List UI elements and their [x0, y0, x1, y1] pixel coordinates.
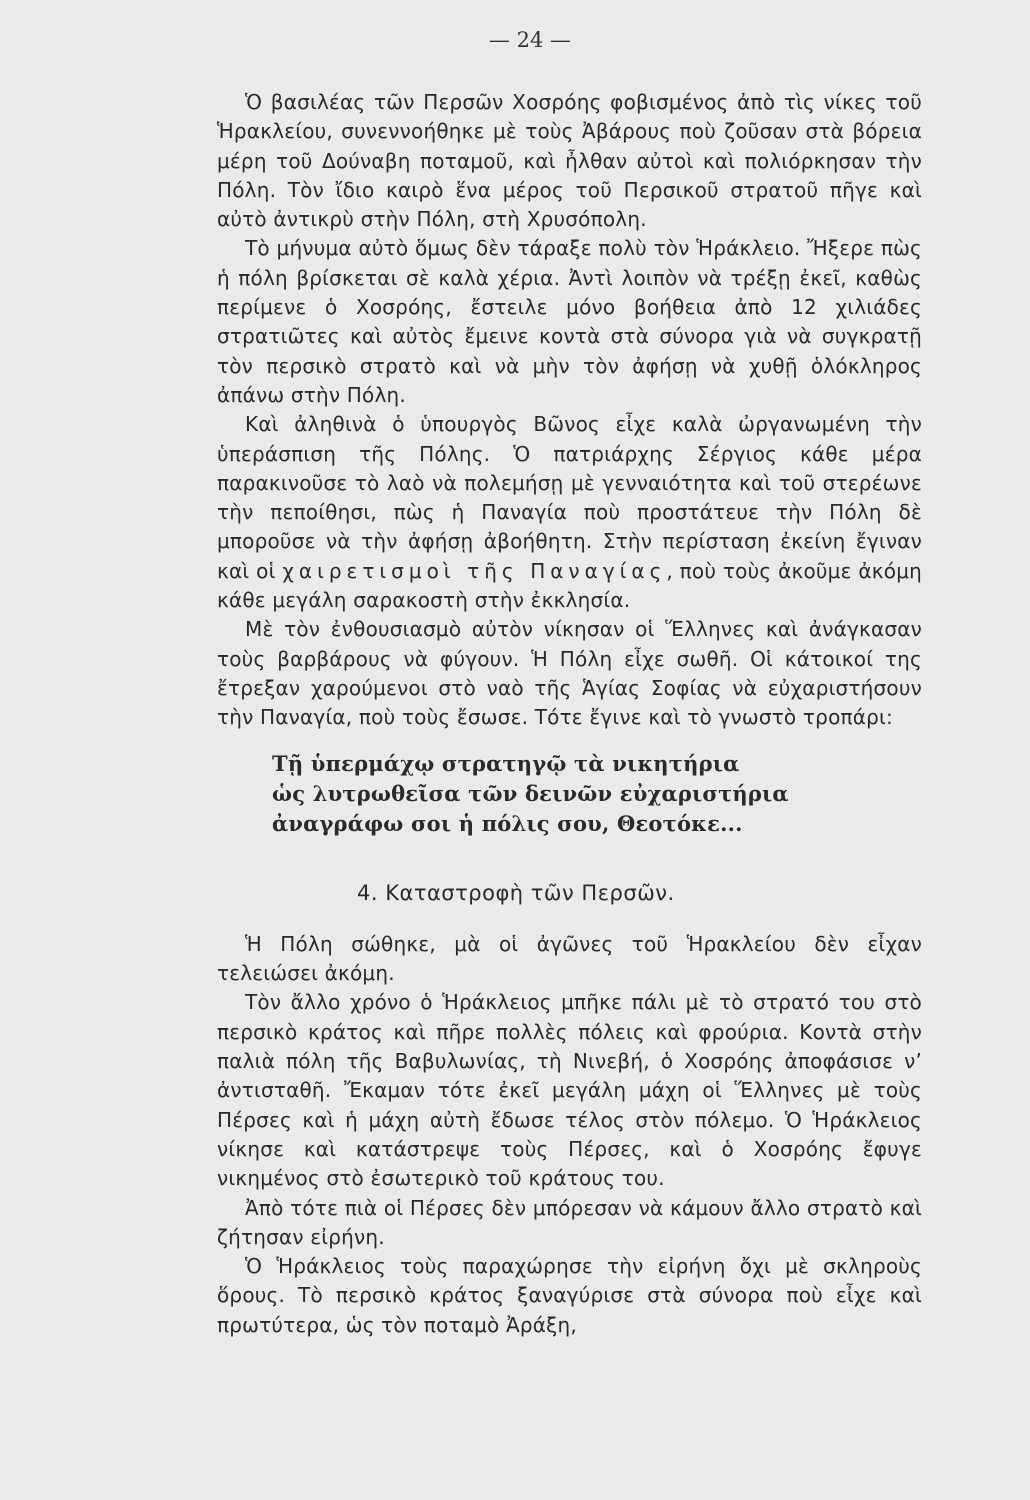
paragraph: Μὲ τὸν ἐνθουσιασμὸ αὐτὸν νίκησαν οἱ Ἕλληνες καὶ ἀνάγκασαν τοὺς βαρβάρους νὰ φύγουν. Ἡ Πόλη εἶχε σωθῆ. Οἱ κάτοικοί της ἔτρεξαν χαρούμενοι στὸ ναὸ τῆς Ἁγίας Σοφίας νὰ εὐχαριστήσουν τὴν Παναγία, ποὺ τοὺς ἔσωσε. Τότε ἔγινε καὶ τὸ γνωστὸ τροπάρι:: [217, 617, 922, 730]
paragraph: [217, 410, 922, 615]
paragraph-text: Καὶ ἀληθινὰ ὁ ὑπουργὸς Βῶνος εἶχε καλὰ ὠργανωμένη τὴν ὑπεράσπιση τῆς Πόλης. Ὁ πατριάρχης Σέργιος κάθε μέρα παρακινοῦσε τὸ λαὸ νὰ πολεμήσῃ μὲ γενναιότητα καὶ τοῦ στερέωνε τὴν πεποίθησι, πὼς ἡ Παναγία ποὺ προστάτευε τὴν Πόλη δὲ μποροῦσε νὰ τὴν ἀφήσῃ ἀβοήθητη. Στὴν περίσταση ἐκείνη ἔγιναν καὶ οἱ: [217, 412, 922, 583]
hymn-line: Τῇ ὑπερμάχῳ στρατηγῷ τὰ νικητήρια: [272, 750, 740, 776]
paragraph: Τὸ μήνυμα αὐτὸ ὅμως δὲν τάραξε πολὺ τὸν Ἡράκλειο. Ἤξερε πὼς ἡ πόλη βρίσκεται σὲ καλὰ χέρια. Ἀντὶ λοιπὸν νὰ τρέξῃ ἐκεῖ, καθὼς περίμενε ὁ Χοσρόης, ἔστειλε μόνο βοήθεια ἀπὸ 12 χιλιάδες στρατιῶτες καὶ αὐτὸς ἔμεινε κοντὰ στὰ σύνορα γιὰ νὰ συγκρατῇ τὸν περσικὸ στρατὸ καὶ νὰ μὴν τὸν ἀφήσῃ νὰ χυθῇ ὁλόκληρος ἀπάνω στὴν Πόλη.: [217, 236, 922, 407]
paragraph: Ἀπὸ τότε πιὰ οἱ Πέρσες δὲν μπόρεσαν νὰ κάμουν ἄλλο στρατὸ καὶ ζήτησαν εἰρήνη.: [217, 1195, 922, 1249]
section-title: 4. Καταστροφὴ τῶν Περσῶν.: [357, 880, 675, 905]
spaced-emphasis: χαιρετισμοὶ τῆς Παναγίας: [282, 558, 667, 583]
paragraph: Ὁ Ἡράκλειος τοὺς παραχώρησε τὴν εἰρήνη ὄχι μὲ σκληροὺς ὅρους. Τὸ περσικὸ κράτος ξαναγύρισε στὰ σύνορα ποὺ εἶχε καὶ πρωτύτερα, ὡς τὸν ποταμὸ Ἀράξη,: [217, 1254, 922, 1337]
hymn-line: ἀναγράφω σοι ἡ πόλις σου, Θεοτόκε...: [272, 810, 743, 836]
paragraph: Τὸν ἄλλο χρόνο ὁ Ἡράκλειος μπῆκε πάλι μὲ τὸ στρατό του στὸ περσικὸ κράτος καὶ πῆρε πολλὲς πόλεις καὶ φρούρια. Κοντὰ στὴν παλιὰ πόλη τῆς Βαβυλωνίας, τὴ Νινεβή, ὁ Χοσρόης ἀποφάσισε ν’ ἀντισταθῆ. Ἔκαμαν τότε ἐκεῖ μεγάλη μάχη οἱ Ἕλληνες μὲ τοὺς Πέρσες καὶ ἡ μάχη αὐτὴ ἔδωσε τέλος στὸν πόλεμο. Ὁ Ἡράκλειος νίκησε καὶ κατάστρεψε τοὺς Πέρσες, καὶ ὁ Χοσρόης ἔφυγε νικημένος στὸ ἐσωτερικὸ τοῦ κράτους του.: [217, 990, 922, 1191]
body-text: [217, 88, 922, 1340]
paragraph: Ὁ βασιλέας τῶν Περσῶν Χοσρόης φοβισμένος ἀπὸ τὶς νίκες τοῦ Ἡρακλείου, συνεννοήθηκε μὲ τοὺς Ἀβάρους ποὺ ζοῦσαν στὰ βόρεια μέρη τοῦ Δούναβη ποταμοῦ, καὶ ἦλθαν αὐτοὶ καὶ πολιόρκησαν τὴν Πόλη. Τὸν ἴδιο καιρὸ ἕνα μέρος τοῦ Περσικοῦ στρατοῦ πῆγε καὶ αὐτὸ ἀντικρὺ στὴν Πόλη, στὴ Χρυσόπολη.: [217, 90, 922, 232]
hymn-line: ὡς λυτρωθεῖσα τῶν δεινῶν εὐχαριστήρια: [272, 780, 789, 806]
page-number: — 24 —: [488, 28, 572, 52]
paragraph: Ἡ Πόλη σώθηκε, μὰ οἱ ἀγῶνες τοῦ Ἡρακλείου δὲν εἶχαν τελειώσει ἀκόμη.: [217, 931, 922, 986]
hymn-block: [272, 749, 922, 839]
paragraph-text: , ποὺ τοὺς ἀκοῦμε ἀκόμη κάθε μεγάλη σαρακοστὴ στὴν ἐκκλησία.: [217, 558, 923, 613]
